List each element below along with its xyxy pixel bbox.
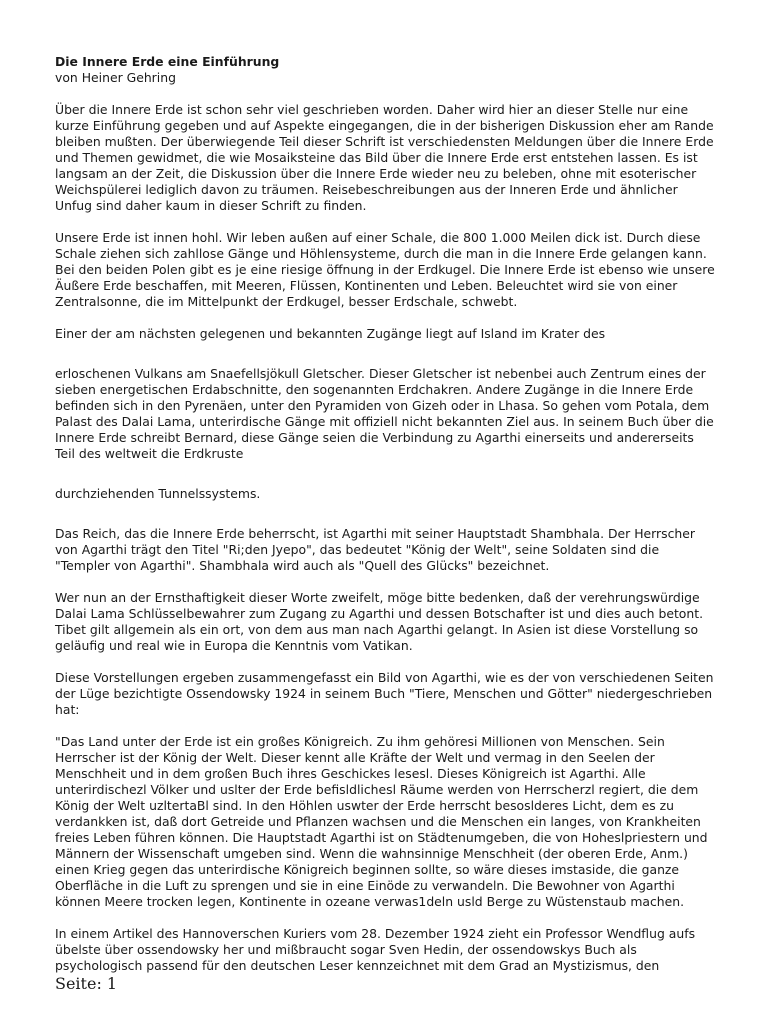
document-page (55, 54, 717, 990)
document-author: von Heiner Gehring (55, 70, 176, 85)
paragraph: In einem Artikel des Hannoverschen Kuriers vom 28. Dezember 1924 zieht ein Professor Wendflug aufs übelste über ossendowsky her und mißbraucht sogar Sven Hedin, der ossendowskys Buch als psychologisch passend für den deutschen Leser kennzeichnet mit dem Grad an Mystizismus, den (55, 926, 696, 973)
paragraph: Diese Vorstellungen ergeben zusammengefasst ein Bild von Agarthi, wie es der von verschiedenen Seiten der Lüge bezichtigte Ossendowsky 1924 in seinem Buch "Tiere, Menschen und Götter" niedergeschrieben hat: (55, 670, 714, 717)
page-number: Seite: 1 (55, 974, 118, 993)
paragraph: Unsere Erde ist innen hohl. Wir leben außen auf einer Schale, die 800 1.000 Meilen dick ist. Durch diese Schale ziehen sich zahllose Gänge und Höhlensysteme, durch die man in die Innere Erde gelangen kann. Bei den beiden Polen gibt es je eine riesige öffnung in der Erdkugel. Die Innere Erde ist ebenso wie unsere Äußere Erde beschaffen, mit Meeren, Flüssen, Kontinenten und Leben. Beleuchtet wird sie von einer Zentralsonne, die im Mittelpunkt der Erdkugel, besser Erdschale, schwebt. (55, 230, 715, 309)
paragraph: Das Reich, das die Innere Erde beherrscht, ist Agarthi mit seiner Hauptstadt Shambhala. Der Herrscher von Agarthi trägt den Titel "Ri;den Jyepo", das bedeutet "König der Welt", seine Soldaten sind die "Templer von Agarthi". Shambhala wird auch als "Quell des Glücks" bezeichnet. (55, 526, 695, 573)
paragraph: Einer der am nächsten gelegenen und bekannten Zugänge liegt auf Island im Krater des (55, 326, 606, 341)
document-title: Die Innere Erde eine Einführung (55, 54, 280, 69)
paragraph: durchziehenden Tunnelssystems. (55, 486, 261, 501)
paragraph: erloschenen Vulkans am Snaefellsjökull Gletscher. Dieser Gletscher ist nebenbei auch Zentrum eines der sieben energetischen Erdabschnitte, den sogenannten Erdchakren. Andere Zugänge in die Innere Erde befinden sich in den Pyrenäen, unter den Pyramiden von Gizeh oder in Lhasa. So gehen vom Potala, dem Palast des Dalai Lama, unterirdische Gänge mit offiziell nicht bekannten Ziel aus. In seinem Buch über die Innere Erde schreibt Bernard, diese Gänge seien die Verbindung zu Agarthi einerseits und andererseits Teil des weltweit die Erdkruste (55, 366, 714, 461)
paragraph: Wer nun an der Ernsthaftigkeit dieser Worte zweifelt, möge bitte bedenken, daß der verehrungswürdige Dalai Lama Schlüsselbewahrer zum Zugang zu Agarthi und dessen Botschafter ist und dies auch betont. Tibet gilt allgemein als ein ort, von dem aus man nach Agarthi gelangt. In Asien ist diese Vorstellung so geläufig und real wie in Europa die Kenntnis vom Vatikan. (55, 590, 704, 653)
paragraph: "Das Land unter der Erde ist ein großes Königreich. Zu ihm gehöresi Millionen von Menschen. Sein Herrscher ist der König der Welt. Dieser kennt alle Kräfte der Welt und vermag in den Seelen der Menschheit und in dem großen Buch ihres Geschickes lesesl. Dieses Königreich ist Agarthi. Alle unterirdischezl Völker und uslter der Erde befisldlichesl Räume werden von Herrscherzl regiert, die dem König der Welt uzltertaBl sind. In den Höhlen uswter der Erde herrscht besoslderes Licht, dem es zu verdankken ist, daß dort Getreide und Pflanzen wachsen und die Menschen ein langes, von Krankheiten freies Leben führen können. Die Hauptstadt Agarthi ist on Städtenumgeben, die von Hoheslpriestern und Männern der Wissenschaft umgeben sind. Wenn die wahnsinnige Menschheit (der oberen Erde, Anm.) einen Krieg gegen das unterirdische Königreich beginnen sollte, so wäre dieses imstaside, die ganze Oberfläche in die Luft zu sprengen und sie in eine Einöde zu verwandeln. Die Bewohner von Agarthi können Meere trocken legen, Kontinente in ozeane verwas1deln usld Berge zu Wüstenstaub machen. (55, 734, 708, 909)
paragraph: Über die Innere Erde ist schon sehr viel geschrieben worden. Daher wird hier an dieser Stelle nur eine kurze Einführung gegeben und auf Aspekte eingegangen, die in der bisherigen Diskussion eher am Rande bleiben mußten. Der überwiegende Teil dieser Schrift ist verschiedensten Meldungen über die Innere Erde und Themen gewidmet, die wie Mosaiksteine das Bild über die Innere Erde erst entstehen lassen. Es ist langsam an der Zeit, die Diskussion über die Innere Erde wieder neu zu beleben, ohne mit esoterischer Weichspülerei lediglich davon zu träumen. Reisebeschreibungen aus der Inneren Erde und ähnlicher Unfug sind daher kaum in dieser Schrift zu finden. (55, 102, 714, 213)
